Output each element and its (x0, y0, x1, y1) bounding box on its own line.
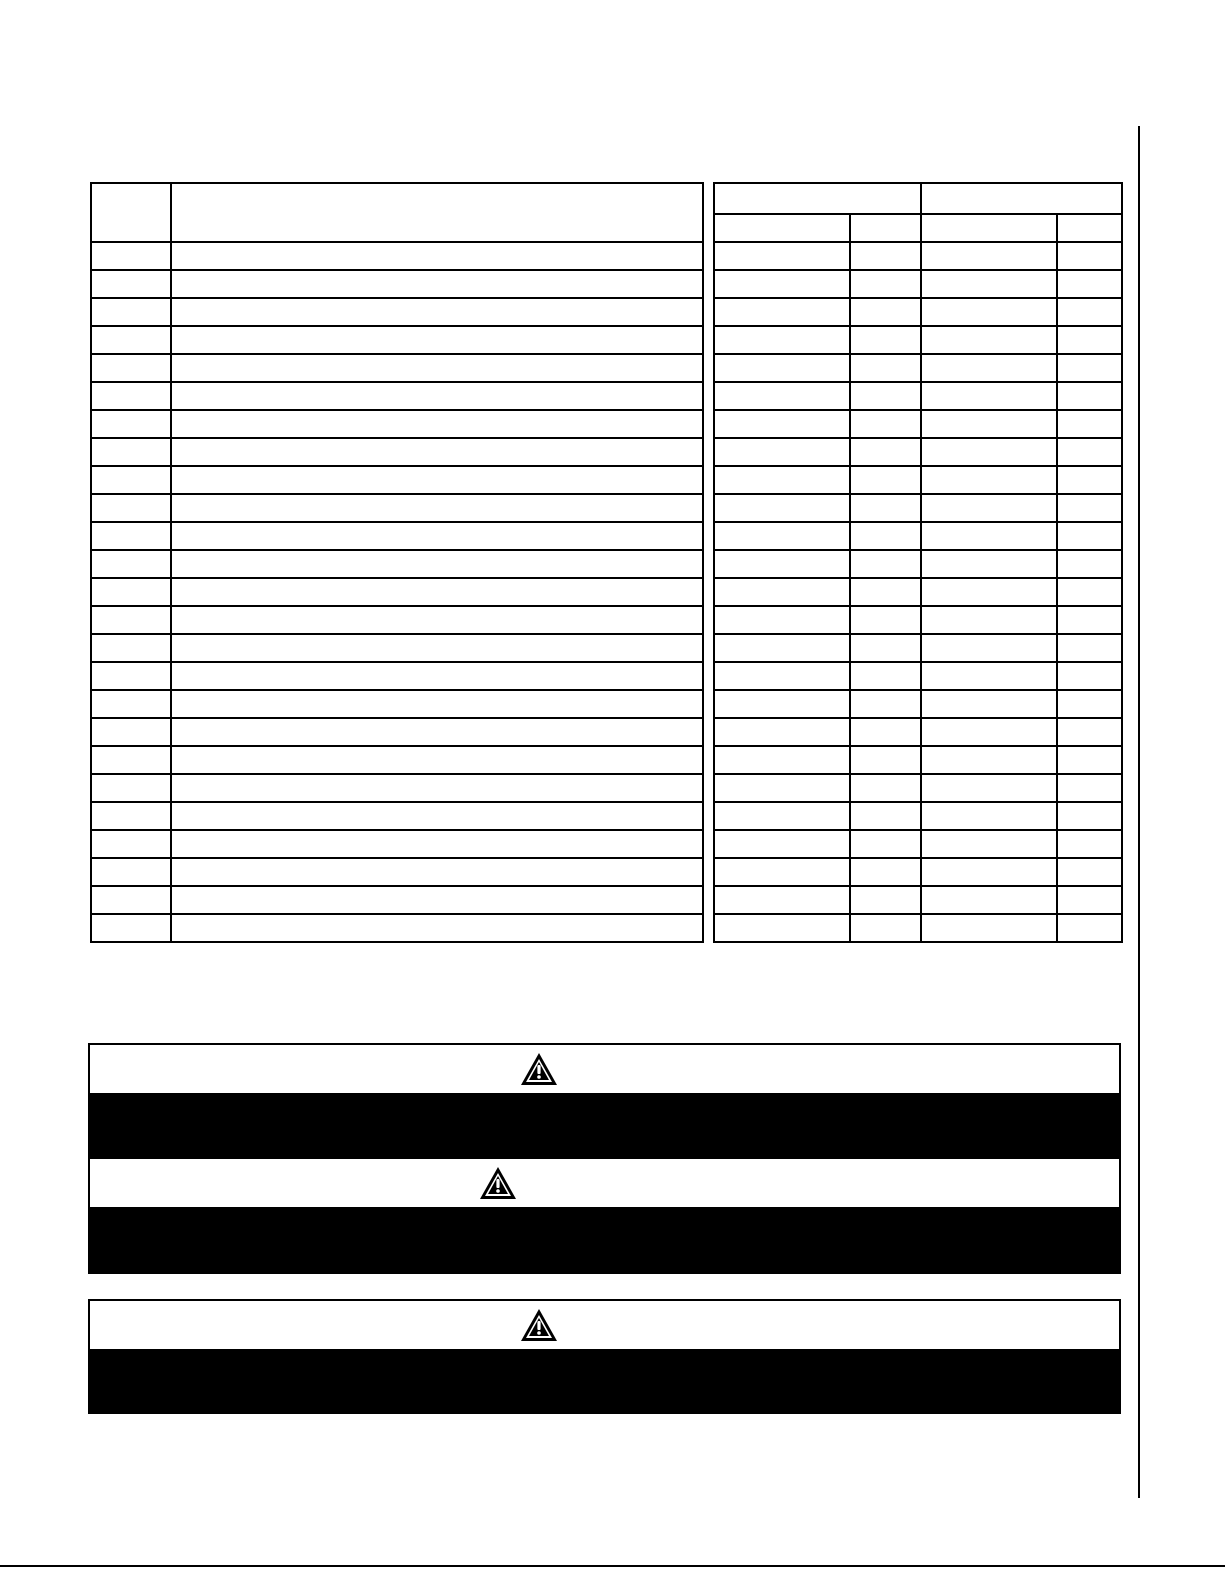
value-cell (850, 690, 921, 718)
value-cell (850, 578, 921, 606)
table-row (91, 886, 703, 914)
value-cell (1057, 746, 1122, 774)
value-cell (850, 718, 921, 746)
description-cell (171, 270, 703, 298)
description-cell (171, 802, 703, 830)
warning-header-2 (90, 1159, 1119, 1207)
value-cell (850, 242, 921, 270)
value-cell (1057, 522, 1122, 550)
value-cell (714, 242, 850, 270)
value-cell (850, 662, 921, 690)
table-row (714, 830, 1122, 858)
value-cell (1057, 438, 1122, 466)
item-cell (91, 382, 171, 410)
table-row (91, 774, 703, 802)
warning-header-1 (90, 1045, 1119, 1093)
value-cell (1057, 718, 1122, 746)
value-cell (921, 494, 1057, 522)
value-cell (921, 718, 1057, 746)
value-cell (1057, 354, 1122, 382)
parts-table-left-body (91, 242, 703, 942)
warning-body-2 (90, 1207, 1119, 1270)
table-row (91, 858, 703, 886)
value-cell (850, 438, 921, 466)
value-cell (1057, 298, 1122, 326)
value-cell (921, 914, 1057, 942)
item-cell (91, 550, 171, 578)
item-cell (91, 718, 171, 746)
value-cell (921, 466, 1057, 494)
value-cell (1057, 242, 1122, 270)
value-cell (921, 774, 1057, 802)
value-cell (921, 410, 1057, 438)
description-cell (171, 466, 703, 494)
sub-header-2a (921, 214, 1057, 242)
parts-table-right-body (714, 242, 1122, 942)
item-cell (91, 634, 171, 662)
description-cell (171, 494, 703, 522)
item-cell (91, 746, 171, 774)
table-row (91, 242, 703, 270)
value-cell (714, 662, 850, 690)
table-row (91, 690, 703, 718)
description-cell (171, 858, 703, 886)
value-cell (921, 550, 1057, 578)
table-row (714, 662, 1122, 690)
table-row (714, 410, 1122, 438)
description-cell (171, 634, 703, 662)
value-cell (1057, 606, 1122, 634)
warning-body-1 (90, 1093, 1119, 1159)
value-cell (714, 606, 850, 634)
table-row (714, 438, 1122, 466)
value-cell (1057, 690, 1122, 718)
item-cell (91, 270, 171, 298)
value-cell (921, 522, 1057, 550)
value-cell (850, 494, 921, 522)
value-cell (921, 746, 1057, 774)
value-cell (1057, 550, 1122, 578)
value-cell (1057, 858, 1122, 886)
parts-table-header-row (91, 183, 703, 242)
table-row (91, 466, 703, 494)
parts-table-right (713, 182, 1123, 943)
group-header-1 (714, 183, 921, 214)
table-row (714, 466, 1122, 494)
table-row (714, 690, 1122, 718)
value-cell (714, 270, 850, 298)
value-cell (714, 578, 850, 606)
value-cell (850, 914, 921, 942)
table-row (714, 606, 1122, 634)
warning-body-3 (90, 1349, 1119, 1412)
value-cell (850, 886, 921, 914)
value-cell (921, 298, 1057, 326)
value-cell (1057, 466, 1122, 494)
description-cell (171, 690, 703, 718)
warning-triangle-icon (520, 1308, 558, 1342)
value-cell (921, 886, 1057, 914)
item-cell (91, 662, 171, 690)
description-cell (171, 382, 703, 410)
value-cell (1057, 578, 1122, 606)
value-cell (850, 298, 921, 326)
value-cell (714, 354, 850, 382)
item-cell (91, 858, 171, 886)
value-cell (714, 550, 850, 578)
value-cell (714, 494, 850, 522)
description-cell (171, 830, 703, 858)
value-cell (921, 326, 1057, 354)
table-row (91, 354, 703, 382)
value-cell (921, 858, 1057, 886)
value-cell (850, 858, 921, 886)
table-row (91, 494, 703, 522)
value-cell (850, 354, 921, 382)
table-row (91, 410, 703, 438)
value-cell (850, 634, 921, 662)
table-row (714, 634, 1122, 662)
value-cell (921, 354, 1057, 382)
value-cell (850, 830, 921, 858)
sub-header-1b (850, 214, 921, 242)
value-cell (921, 634, 1057, 662)
table-row (91, 298, 703, 326)
table-row (714, 522, 1122, 550)
value-cell (1057, 886, 1122, 914)
item-cell (91, 578, 171, 606)
value-cell (850, 802, 921, 830)
value-cell (1057, 326, 1122, 354)
value-cell (714, 326, 850, 354)
table-row (714, 494, 1122, 522)
value-cell (714, 718, 850, 746)
value-cell (850, 746, 921, 774)
item-cell (91, 354, 171, 382)
value-cell (714, 382, 850, 410)
description-cell (171, 550, 703, 578)
table-row (91, 382, 703, 410)
sub-header-row (714, 214, 1122, 242)
table-row (714, 242, 1122, 270)
description-cell (171, 522, 703, 550)
table-row (91, 634, 703, 662)
description-cell (171, 718, 703, 746)
value-cell (921, 802, 1057, 830)
value-cell (921, 690, 1057, 718)
item-cell (91, 830, 171, 858)
table-row (91, 746, 703, 774)
value-cell (714, 522, 850, 550)
value-cell (714, 914, 850, 942)
table-row (714, 270, 1122, 298)
description-cell (171, 242, 703, 270)
value-cell (921, 662, 1057, 690)
table-row (714, 550, 1122, 578)
table-row (91, 578, 703, 606)
value-cell (714, 634, 850, 662)
value-cell (921, 578, 1057, 606)
value-cell (921, 382, 1057, 410)
value-cell (850, 382, 921, 410)
table-row (714, 354, 1122, 382)
description-cell (171, 298, 703, 326)
description-cell (171, 354, 703, 382)
footer-rule (0, 1565, 1225, 1567)
warning-box-single (88, 1299, 1121, 1414)
group-header-2 (921, 183, 1122, 214)
table-row (714, 802, 1122, 830)
value-cell (921, 270, 1057, 298)
value-cell (1057, 634, 1122, 662)
value-cell (714, 858, 850, 886)
value-cell (1057, 914, 1122, 942)
item-cell (91, 242, 171, 270)
value-cell (850, 522, 921, 550)
value-cell (714, 830, 850, 858)
value-cell (921, 438, 1057, 466)
item-cell (91, 438, 171, 466)
table-row (714, 774, 1122, 802)
table-row (714, 298, 1122, 326)
table-row (714, 578, 1122, 606)
description-cell (171, 438, 703, 466)
item-cell (91, 886, 171, 914)
description-cell (171, 606, 703, 634)
table-row (714, 858, 1122, 886)
value-cell (714, 746, 850, 774)
value-cell (714, 438, 850, 466)
table-row (714, 886, 1122, 914)
description-cell (171, 410, 703, 438)
value-cell (714, 802, 850, 830)
value-cell (850, 606, 921, 634)
item-cell (91, 914, 171, 942)
value-cell (714, 690, 850, 718)
table-row (91, 830, 703, 858)
parts-table-left (90, 182, 704, 943)
table-row (91, 914, 703, 942)
value-cell (921, 242, 1057, 270)
description-cell (171, 746, 703, 774)
column-rule (1138, 126, 1140, 1498)
value-cell (850, 466, 921, 494)
value-cell (714, 298, 850, 326)
warning-triangle-icon (520, 1052, 558, 1086)
item-cell (91, 606, 171, 634)
item-cell (91, 298, 171, 326)
value-cell (1057, 494, 1122, 522)
table-row (714, 718, 1122, 746)
value-cell (850, 326, 921, 354)
description-cell (171, 914, 703, 942)
value-cell (714, 774, 850, 802)
item-cell (91, 522, 171, 550)
table-row (714, 326, 1122, 354)
sub-header-2b (1057, 214, 1122, 242)
item-cell (91, 494, 171, 522)
description-cell (171, 774, 703, 802)
value-cell (1057, 662, 1122, 690)
table-row (91, 606, 703, 634)
description-cell (171, 326, 703, 354)
table-row (714, 382, 1122, 410)
description-cell (171, 578, 703, 606)
value-cell (921, 830, 1057, 858)
description-cell (171, 662, 703, 690)
value-cell (1057, 270, 1122, 298)
header-description-cell (171, 183, 703, 242)
warning-box-combined (88, 1043, 1121, 1274)
item-cell (91, 690, 171, 718)
item-cell (91, 410, 171, 438)
table-row (91, 662, 703, 690)
value-cell (714, 466, 850, 494)
table-row (714, 746, 1122, 774)
description-cell (171, 886, 703, 914)
value-cell (1057, 774, 1122, 802)
value-cell (850, 774, 921, 802)
table-row (91, 326, 703, 354)
table-row (91, 270, 703, 298)
header-item-cell (91, 183, 171, 242)
warning-header-3 (90, 1301, 1119, 1349)
value-cell (1057, 802, 1122, 830)
value-cell (850, 410, 921, 438)
value-cell (850, 270, 921, 298)
table-row (91, 802, 703, 830)
item-cell (91, 802, 171, 830)
item-cell (91, 326, 171, 354)
table-row (714, 914, 1122, 942)
item-cell (91, 774, 171, 802)
table-row (91, 550, 703, 578)
table-row (91, 438, 703, 466)
value-cell (714, 886, 850, 914)
value-cell (1057, 410, 1122, 438)
value-cell (921, 606, 1057, 634)
table-row (91, 718, 703, 746)
item-cell (91, 466, 171, 494)
warning-triangle-icon (479, 1166, 517, 1200)
value-cell (1057, 830, 1122, 858)
value-cell (1057, 382, 1122, 410)
table-row (91, 522, 703, 550)
sub-header-1a (714, 214, 850, 242)
group-header-row (714, 183, 1122, 214)
value-cell (850, 550, 921, 578)
value-cell (714, 410, 850, 438)
